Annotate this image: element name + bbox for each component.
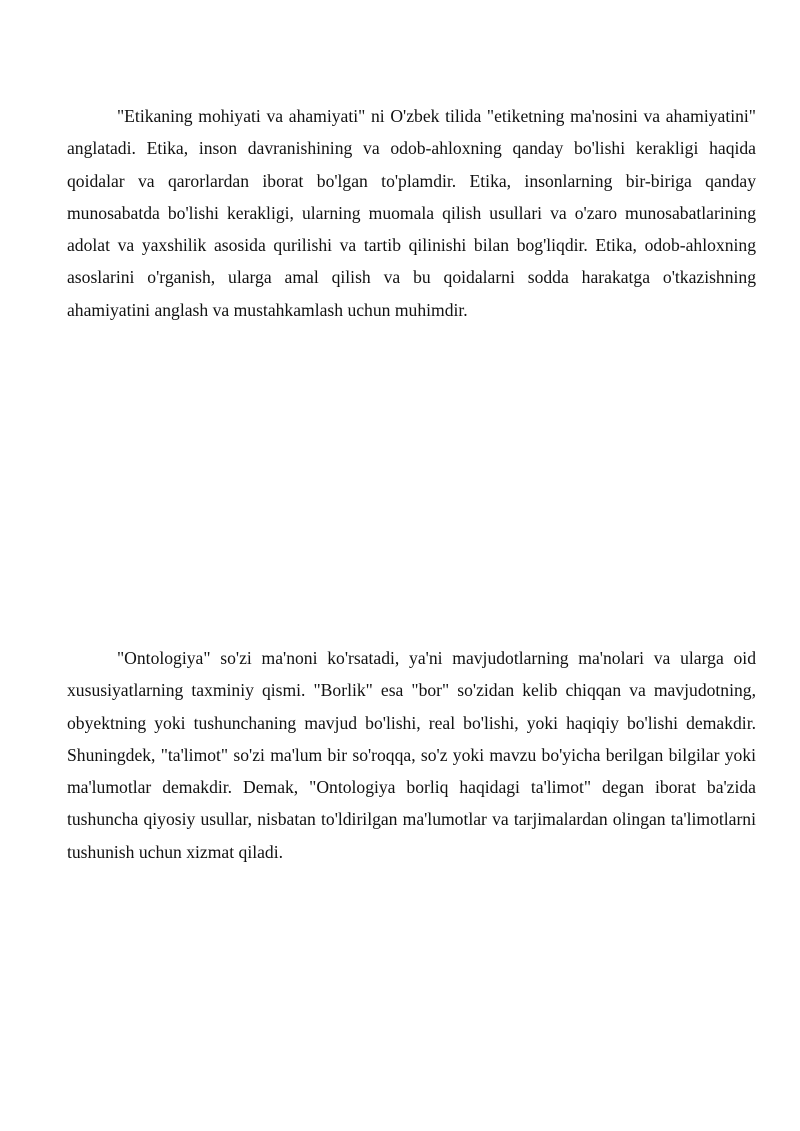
paragraph-etika: "Etikaning mohiyati va ahamiyati" ni O'zbek tilida "etiketning ma'nosini va ahamiyatini" anglatadi. Etika, inson davranishining va odob-ahloxning qanday bo'lishi kerakligi haqida qoidalar va qarorlardan iborat bo'lgan to'plamdir. Etika, insonlarning bir-biriga qanday munosabatda bo'lishi kerakligi, ularning muomala qilish usullari va o'zaro munosabatlarining adolat va yaxshilik asosida qurilishi va tartib qilinishi bilan bog'liqdir. Etika, odob-ahloxning asoslarini o'rganish, ularga amal qilish va bu qoidalarni sodda harakatga o'tkazishning ahamiyatini anglash va mustahkamlash uchun muhimdir.: [67, 106, 756, 320]
paragraph-ontologiya: "Ontologiya" so'zi ma'noni ko'rsatadi, ya'ni mavjudotlarning ma'nolari va ularga oid xususiyatlarning taxminiy qismi. "Borlik" esa "bor" so'zidan kelib chiqqan va mavjudotning, obyektning yoki tushunchaning mavjud bo'lishi, real bo'lishi, yoki haqiqiy bo'lishi demakdir. Shuningdek, "ta'limot" so'zi ma'lum bir so'roqqa, so'z yoki mavzu bo'yicha berilgan bilgilar yoki ma'lumotlar demakdir. Demak, "Ontologiya borliq haqidagi ta'limot" degan iborat ba'zida tushuncha qiyosiy usullar, nisbatan to'ldirilgan ma'lumotlar va tarjimalardan olingan ta'limotlarni tushunish uchun xizmat qiladi.: [67, 648, 756, 862]
